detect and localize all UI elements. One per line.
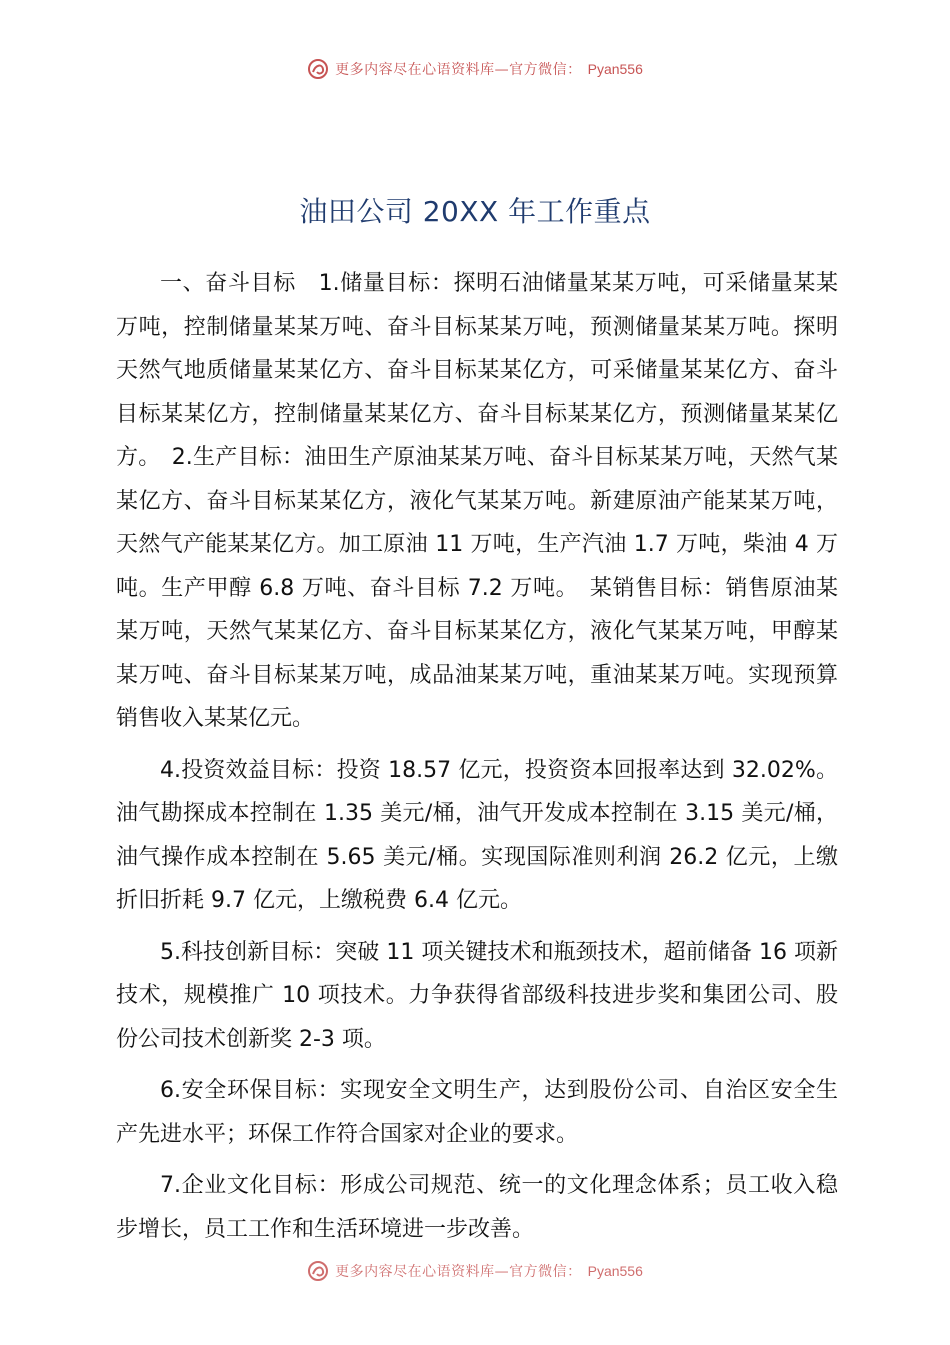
paragraph-technology: 5.科技创新目标：突破 11 项关键技术和瓶颈技术，超前储备 16 项新技术，规模推广 10 项技术。力争获得省部级科技进步奖和集团公司、股份公司技术创新奖 2-3 项。 [116,939,838,1052]
paragraph-investment: 4.投资效益目标：投资 18.57 亿元，投资资本回报率达到 32.02%。油气勘探成本控制在 1.35 美元/桶，油气开发成本控制在 3.15 美元/桶，油气操作成本控制在 5.65 美元/桶。实现国际准则利润 26.2 亿元，上缴折旧折耗 9.7 亿元，上缴税费 6.4 亿元。 [116,757,838,913]
header-watermark [0,56,950,82]
swirl-logo-icon [307,1260,329,1282]
footer-watermark [0,1258,950,1284]
document-body [116,262,838,1257]
watermark-wechat-id: Pyan556 [587,1263,643,1279]
watermark-text: 更多内容尽在心语资料库—官方微信： [335,1264,582,1280]
watermark-text: 更多内容尽在心语资料库—官方微信： [335,62,582,78]
swirl-logo-icon [307,58,329,80]
document-title: 油田公司 20XX 年工作重点 [299,195,651,228]
paragraph-goals: 一、奋斗目标 1.储量目标：探明石油储量某某万吨，可采储量某某万吨，控制储量某某万吨、奋斗目标某某万吨，预测储量某某万吨。探明天然气地质储量某某亿方、奋斗目标某某亿方，可采储量某某亿方、奋斗目标某某亿方，控制储量某某亿方、奋斗目标某某亿方，预测储量某某亿方。 2.生产目标：油田生产原油某某万吨、奋斗目标某某万吨，天然气某某亿方、奋斗目标某某亿方，液化气某某万吨。新建原油产能某某万吨，天然气产能某某亿方。加工原油 11 万吨，生产汽油 1.7 万吨，柴油 4 万吨。生产甲醇 6.8 万吨、奋斗目标 7.2 万吨。 某销售目标：销售原油某某万吨，天然气某某亿方、奋斗目标某某亿方，液化气某某万吨，甲醇某某万吨、奋斗目标某某万吨，成品油某某万吨，重油某某万吨。实现预算销售收入某某亿元。 [116,271,838,731]
watermark-wechat-id: Pyan556 [587,61,643,77]
paragraph-safety: 6.安全环保目标：实现安全文明生产，达到股份公司、自治区安全生产先进水平；环保工作符合国家对企业的要求。 [116,1078,838,1147]
paragraph-culture: 7.企业文化目标：形成公司规范、统一的文化理念体系；员工收入稳步增长，员工工作和生活环境进一步改善。 [116,1173,838,1242]
